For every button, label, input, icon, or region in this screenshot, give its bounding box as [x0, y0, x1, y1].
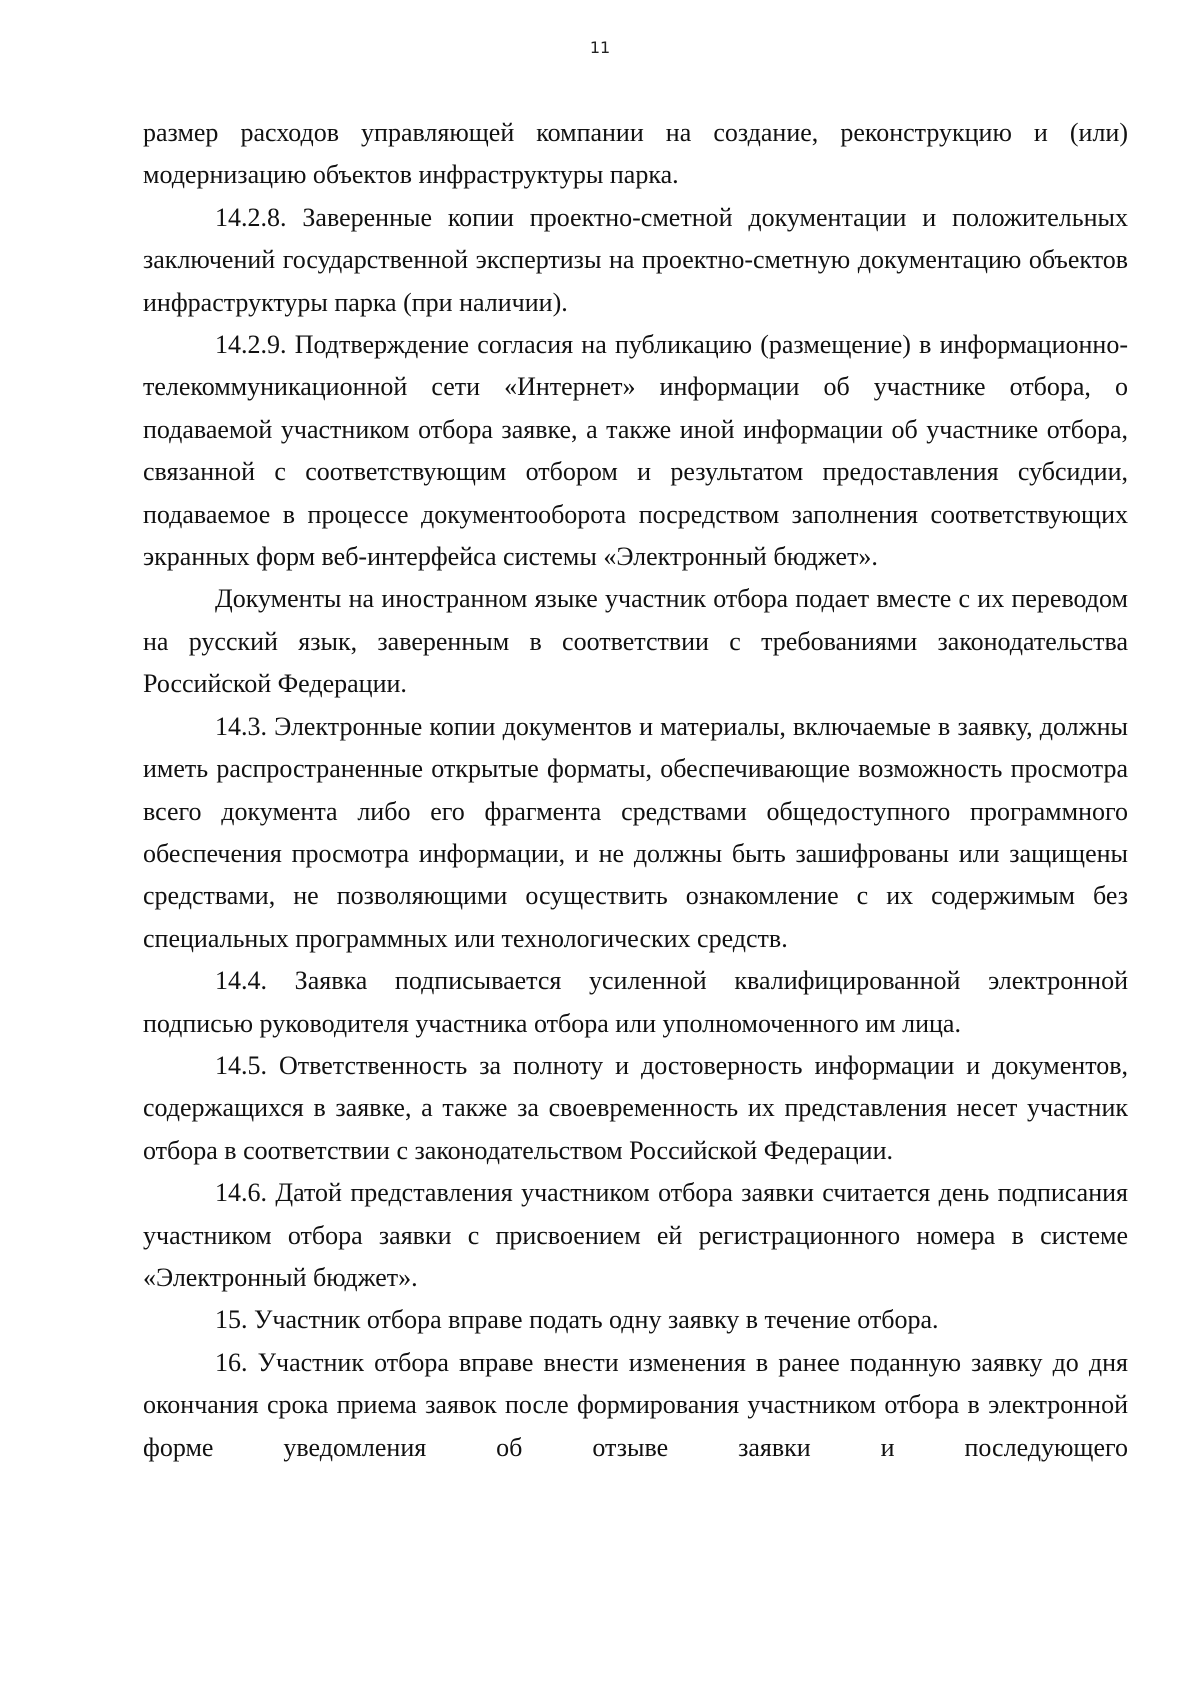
paragraph-14-5: 14.5. Ответственность за полноту и достоверность информации и документов, содержащихся в заявке, а также за своевременность их представления несет участник отбора в соответствии с законодательством Российской Федерации. — [143, 1050, 1128, 1165]
paragraph-foreign-documents: Документы на иностранном языке участник отбора подает вместе с их переводом на русский язык, заверенным в соответствии с требованиями законодательства Российской Федерации. — [143, 584, 1128, 699]
paragraph-continuation: размер расходов управляющей компании на создание, реконструкцию и (или) модернизацию объектов инфраструктуры парка. — [143, 118, 1128, 190]
page-number: 11 — [589, 38, 611, 57]
paragraph-14-4: 14.4. Заявка подписывается усиленной квалифицированной электронной подписью руководителя участника отбора или уполномоченного им лица. — [143, 966, 1128, 1038]
paragraph-14-6: 14.6. Датой представления участником отбора заявки считается день подписания участником отбора заявки с присвоением ей регистрационного номера в системе «Электронный бюджет». — [143, 1178, 1128, 1292]
paragraph-14-2-9: 14.2.9. Подтверждение согласия на публикацию (размещение) в информационно-телекоммуникационной сети «Интернет» информации об участнике отбора, о подаваемой участником отбора заявке, а также иной информации об участнике отбора, связанной с соответствующим отбором и результатом предоставления субсидии, подаваемое в процессе документооборота посредством заполнения соответствующих экранных форм веб-интерфейса системы «Электронный бюджет». — [143, 330, 1128, 572]
paragraph-14-3: 14.3. Электронные копии документов и материалы, включаемые в заявку, должны иметь распространенные открытые форматы, обеспечивающие возможность просмотра всего документа либо его фрагмента средствами общедоступного программного обеспечения просмотра информации, и не должны быть зашифрованы или защищены средствами, не позволяющими осуществить ознакомление с их содержимым без специальных программных или технологических средств. — [143, 711, 1128, 953]
document-body — [143, 112, 1128, 1469]
paragraph-14-2-8: 14.2.8. Заверенные копии проектно-сметной документации и положительных заключений государственной экспертизы на проектно-сметную документацию объектов инфраструктуры парка (при наличии). — [143, 202, 1128, 317]
paragraph-15: 15. Участник отбора вправе подать одну заявку в течение отбора. — [215, 1305, 939, 1335]
paragraph-16: 16. Участник отбора вправе внести изменения в ранее поданную заявку до дня окончания срока приема заявок после формирования участником отбора в электронной форме уведомления об отзыве заявки и последующего — [143, 1347, 1128, 1462]
